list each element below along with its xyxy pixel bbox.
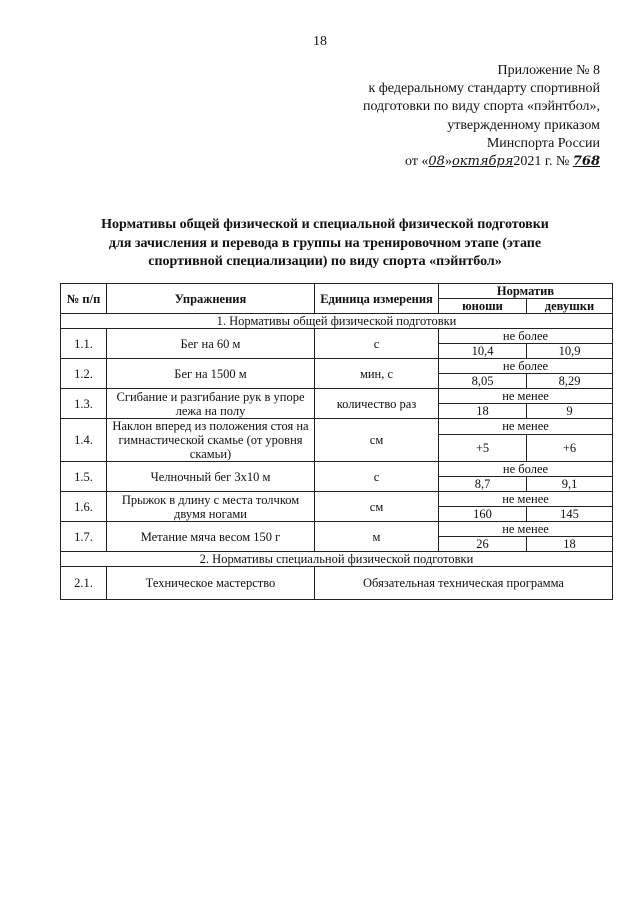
row-boys-value: 10,4: [439, 344, 527, 359]
appendix-line-3: подготовки по виду спорта «пэйнтбол»,: [362, 99, 600, 115]
order-date-mid: »: [444, 154, 452, 170]
title-line-2: для зачисления и перевода в группы на тренировочном этапе (этапе: [108, 235, 542, 251]
row-unit: мин, с: [315, 359, 439, 389]
section-1-heading: 1. Нормативы общей физической подготовки: [61, 314, 613, 329]
row-girls-value: 10,9: [527, 344, 613, 359]
order-day: 08: [428, 154, 445, 170]
row-girls-value: 9: [527, 404, 613, 419]
row-exercise: Сгибание и разгибание рук в упоре лежа на полу: [107, 389, 315, 419]
row-num: 1.5.: [61, 462, 107, 492]
row-girls-value: 8,29: [527, 374, 613, 389]
row-boys-value: 160: [439, 507, 527, 522]
row-exercise: Бег на 1500 м: [107, 359, 315, 389]
row-boys-value: 18: [439, 404, 527, 419]
row-comparison: не менее: [439, 419, 613, 435]
row-girls-value: +6: [527, 434, 613, 461]
appendix-line-4: утвержденному приказом: [447, 117, 600, 133]
row-unit: с: [315, 462, 439, 492]
row-comparison: не менее: [439, 522, 613, 537]
row-comparison: не менее: [439, 492, 613, 507]
row-num: 1.7.: [61, 522, 107, 552]
row-num: 1.6.: [61, 492, 107, 522]
row-num: 1.4.: [61, 419, 107, 462]
header-girls: девушки: [527, 299, 613, 314]
row-exercise: Прыжок в длину с места толчком двумя ногами: [107, 492, 315, 522]
appendix-header: [320, 62, 600, 171]
title-line-1: Нормативы общей физической и специальной физической подготовки: [101, 217, 549, 232]
appendix-line-2: к федеральному стандарту спортивной: [368, 81, 600, 97]
header-unit: Единица измерения: [315, 284, 439, 314]
row-comparison: не более: [439, 329, 613, 344]
row-exercise: Метание мяча весом 150 г: [107, 522, 315, 552]
header-norm: Норматив: [439, 284, 613, 299]
row-num: 1.1.: [61, 329, 107, 359]
norms-table: [60, 283, 613, 600]
appendix-line-5: Минспорта России: [486, 135, 600, 151]
row-girls-value: 18: [527, 537, 613, 552]
row-girls-value: 145: [527, 507, 613, 522]
appendix-line-1: Приложение № 8: [497, 63, 600, 78]
order-date-suffix: 2021 г. №: [513, 154, 570, 170]
row-exercise: Техническое мастерство: [107, 567, 315, 600]
row-exercise: Наклон вперед из положения стоя на гимнастической скамье (от уровня скамьи): [107, 419, 315, 462]
row-unit: см: [315, 492, 439, 522]
header-num: № п/п: [61, 284, 107, 314]
row-unit: с: [315, 329, 439, 359]
page-number: 18: [313, 34, 327, 49]
order-number: 768: [572, 154, 600, 170]
row-comparison: не более: [439, 359, 613, 374]
row-num: 1.2.: [61, 359, 107, 389]
row-girls-value: 9,1: [527, 477, 613, 492]
row-unit: количество раз: [315, 389, 439, 419]
document-title: [60, 216, 590, 272]
row-num: 1.3.: [61, 389, 107, 419]
row-exercise: Челночный бег 3х10 м: [107, 462, 315, 492]
row-num: 2.1.: [61, 567, 107, 600]
row-boys-value: +5: [439, 434, 527, 461]
order-date-prefix: от «: [404, 154, 429, 170]
row-comparison: не более: [439, 462, 613, 477]
row-program-value: Обязательная техническая программа: [315, 567, 613, 600]
row-boys-value: 8,7: [439, 477, 527, 492]
row-boys-value: 8,05: [439, 374, 527, 389]
header-exercise: Упражнения: [107, 284, 315, 314]
section-2-heading: 2. Нормативы специальной физической подготовки: [61, 552, 613, 567]
row-comparison: не менее: [439, 389, 613, 404]
order-date-line: [320, 153, 600, 171]
row-boys-value: 26: [439, 537, 527, 552]
row-exercise: Бег на 60 м: [107, 329, 315, 359]
row-unit: см: [315, 419, 439, 462]
row-unit: м: [315, 522, 439, 552]
header-boys: юноши: [439, 299, 527, 314]
order-month: октября: [451, 154, 514, 170]
title-line-3: спортивной специализации) по виду спорта «пэйнтбол»: [148, 254, 502, 269]
